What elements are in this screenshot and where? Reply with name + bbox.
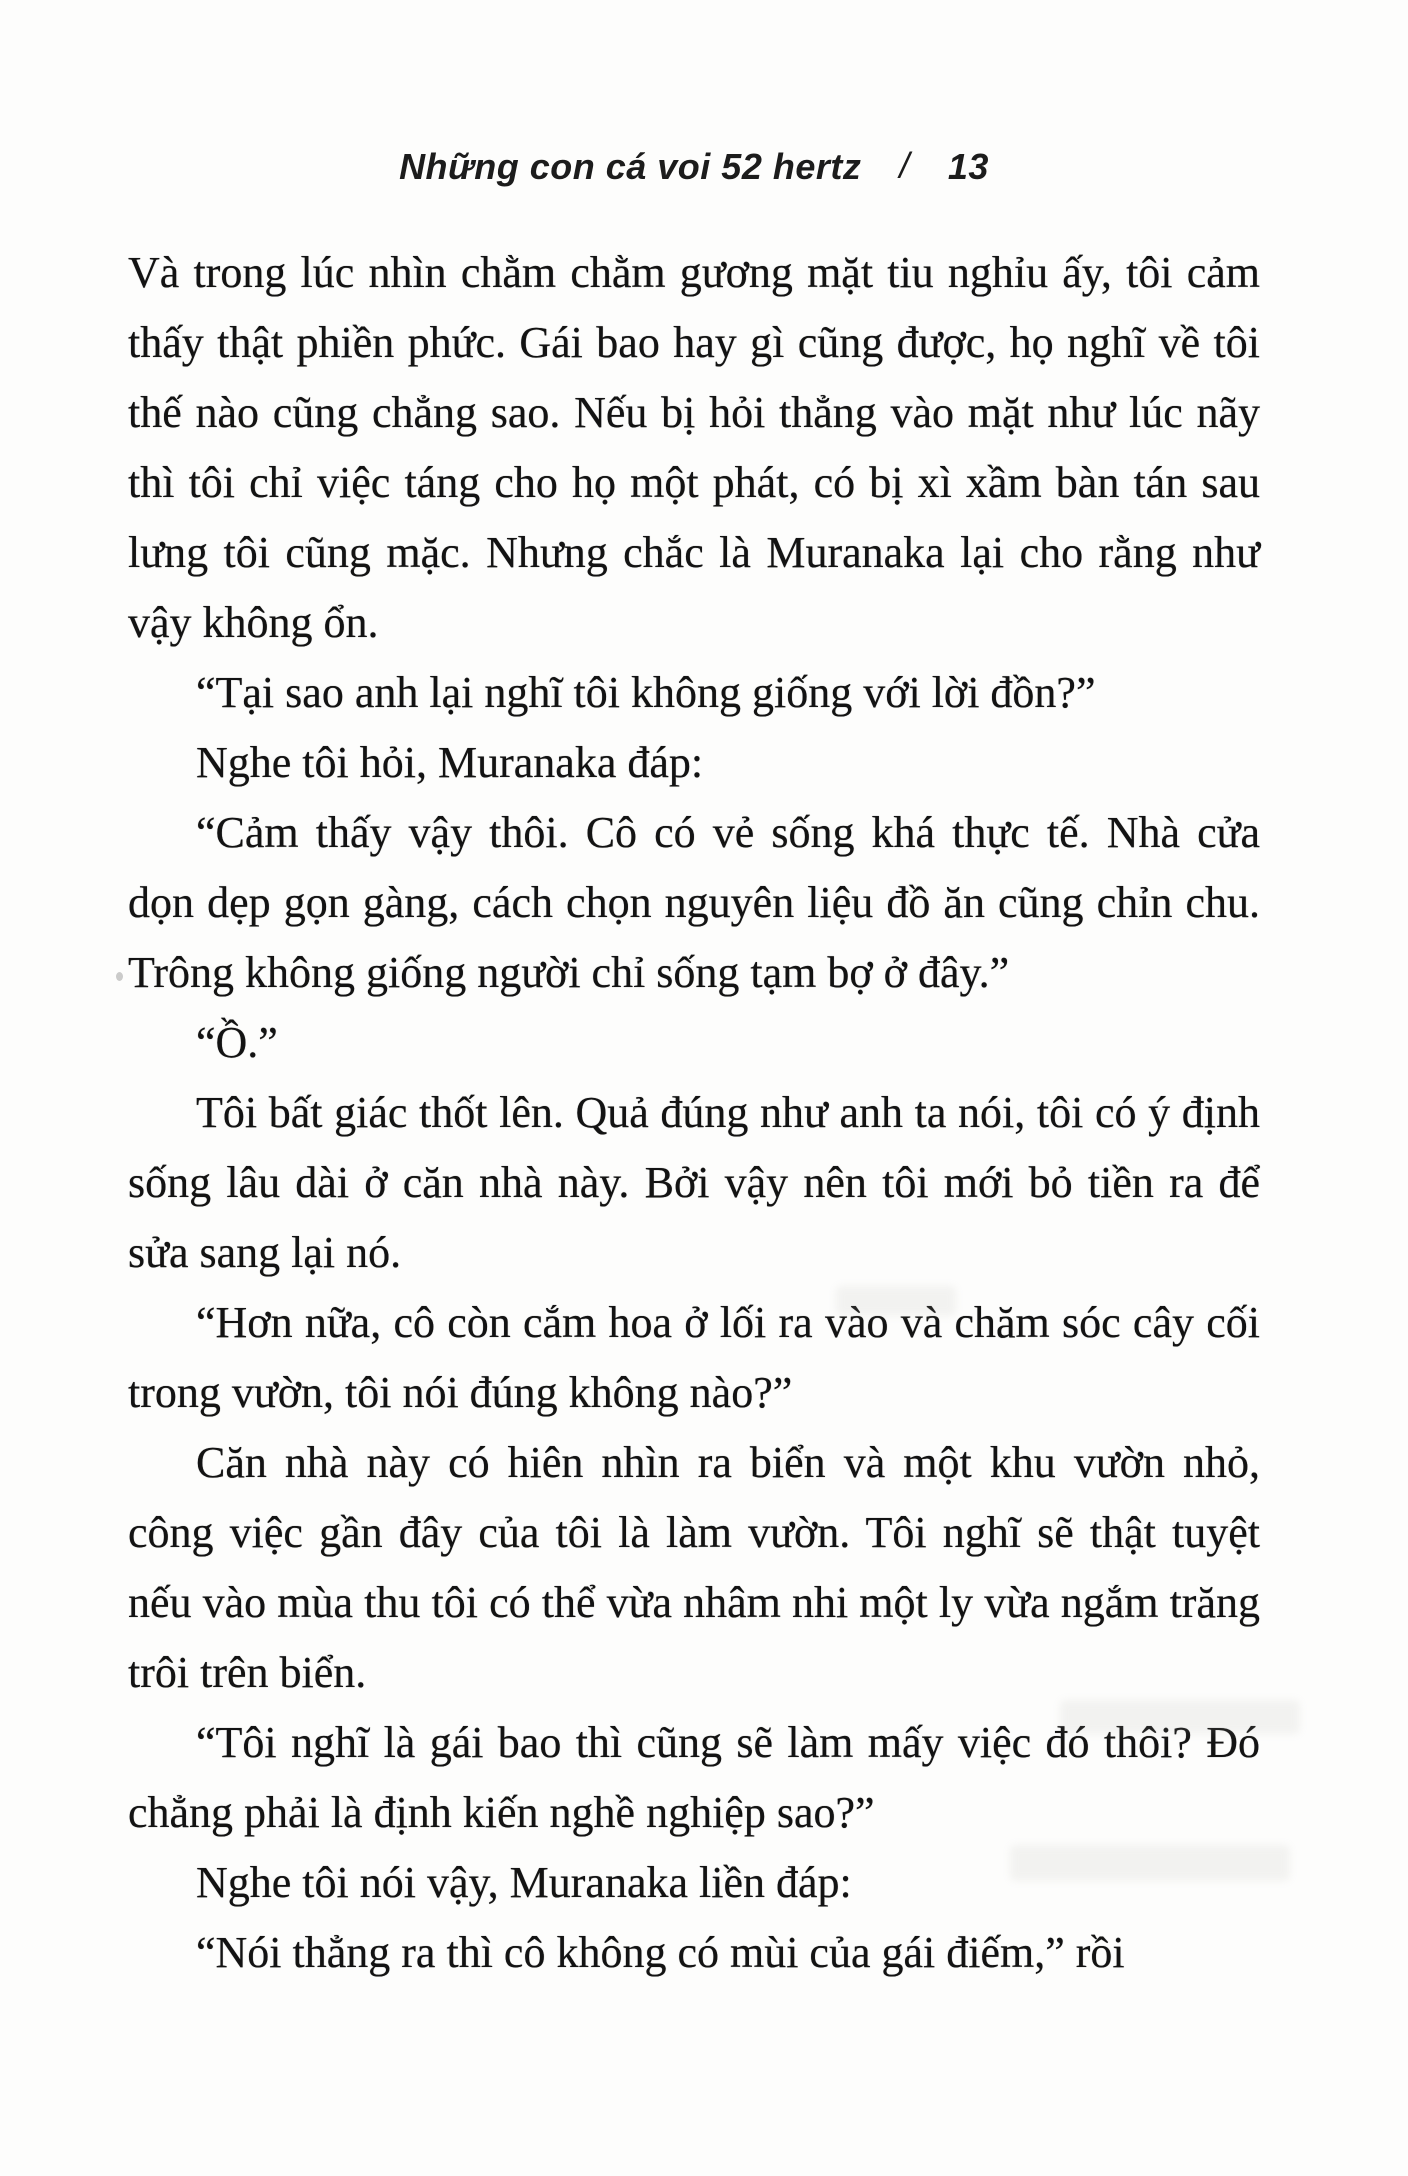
paragraph: “Tôi nghĩ là gái bao thì cũng sẽ làm mấy việc đó thôi? Đó chẳng phải là định kiến nghề nghiệp sao?”	[128, 1718, 1260, 1837]
running-header	[128, 146, 1260, 188]
paragraph: Căn nhà này có hiên nhìn ra biển và một khu vườn nhỏ, công việc gần đây của tôi là làm vườn. Tôi nghĩ sẽ thật tuyệt nếu vào mùa thu tôi có thể vừa nhâm nhi một ly vừa ngắm trăng trôi trên biển.	[128, 1438, 1260, 1697]
paragraph: “Tại sao anh lại nghĩ tôi không giống với lời đồn?”	[196, 668, 1096, 717]
bleed-through-artifact	[1010, 1845, 1290, 1881]
header-title: Những con cá voi 52 hertz	[399, 146, 862, 187]
ink-dot-artifact	[116, 972, 123, 981]
paragraph: “Ồ.”	[196, 1018, 278, 1067]
paragraph: Nghe tôi hỏi, Muranaka đáp:	[196, 738, 704, 787]
bleed-through-artifact	[836, 1286, 956, 1316]
bleed-through-artifact	[1060, 1700, 1300, 1734]
paragraph: Tôi bất giác thốt lên. Quả đúng như anh ta nói, tôi có ý định sống lâu dài ở căn nhà này. Bởi vậy nên tôi mới bỏ tiền ra để sửa sang lại nó.	[128, 1088, 1260, 1277]
header-separator: /	[899, 145, 910, 186]
paragraph: Nghe tôi nói vậy, Muranaka liền đáp:	[196, 1858, 852, 1907]
paragraph: “Cảm thấy vậy thôi. Cô có vẻ sống khá thực tế. Nhà cửa dọn dẹp gọn gàng, cách chọn nguyên liệu đồ ăn cũng chỉn chu. Trông không giống người chỉ sống tạm bợ ở đây.”	[128, 808, 1260, 997]
paragraph: “Nói thẳng ra thì cô không có mùi của gái điếm,” rồi	[196, 1928, 1125, 1977]
page-number: 13	[947, 146, 989, 187]
paragraph: Và trong lúc nhìn chằm chằm gương mặt tiu nghỉu ấy, tôi cảm thấy thật phiền phức. Gái bao hay gì cũng được, họ nghĩ về tôi thế nào cũng chẳng sao. Nếu bị hỏi thẳng vào mặt như lúc nãy thì tôi chỉ việc táng cho họ một phát, có bị xì xầm bàn tán sau lưng tôi cũng mặc. Nhưng chắc là Muranaka lại cho rằng như vậy không ổn.	[128, 248, 1260, 647]
paragraph: “Hơn nữa, cô còn cắm hoa ở lối ra vào và chăm sóc cây cối trong vườn, tôi nói đúng không nào?”	[128, 1298, 1260, 1417]
